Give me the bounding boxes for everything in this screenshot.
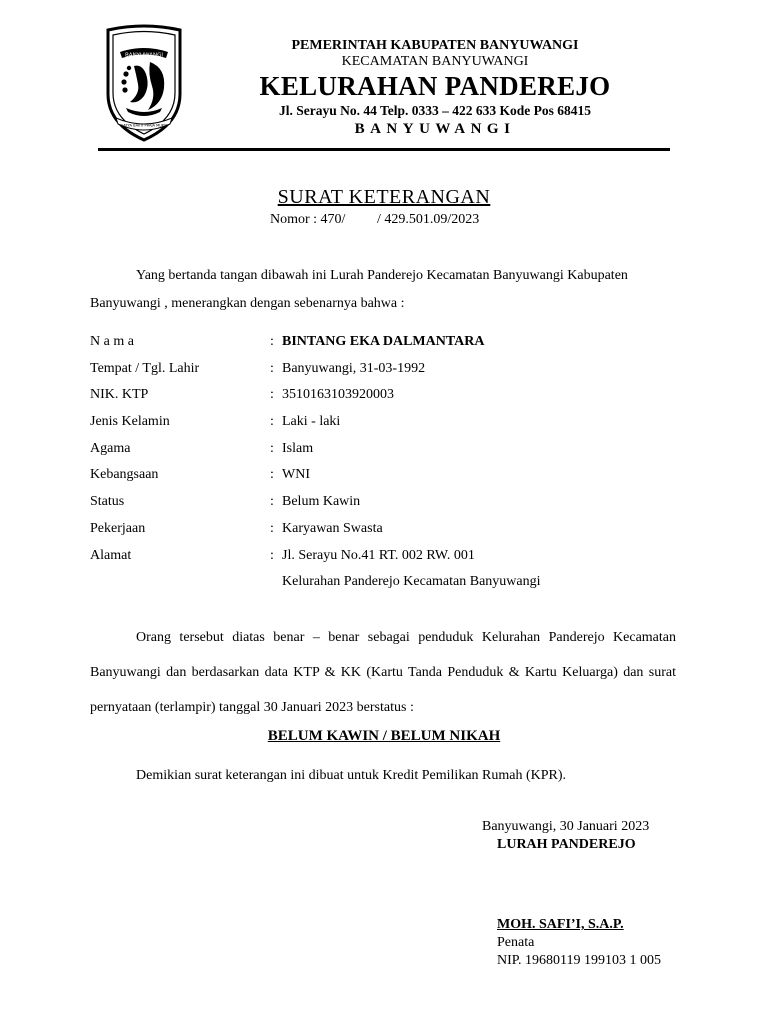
field-value: 3510163103920003	[282, 387, 394, 403]
place-date: Banyuwangi, 30 Januari 2023	[482, 819, 650, 834]
field-value: BINTANG EKA DALMANTARA	[282, 334, 485, 349]
field-label: Pekerjaan	[90, 520, 146, 536]
field-label: Agama	[90, 440, 131, 456]
field-colon: :	[270, 467, 274, 483]
field-label: Tempat / Tgl. Lahir	[90, 360, 200, 376]
field-colon: :	[270, 360, 274, 376]
government-name: PEMERINTAH KABUPATEN BANYUWANGI	[291, 38, 579, 53]
closing-paragraph: Demikian surat keterangan ini dibuat untuk Kredit Pemilikan Rumah (KPR).	[136, 768, 567, 783]
svg-text:SATYA BAKTI PRAJA MUKTI: SATYA BAKTI PRAJA MUKTI	[120, 123, 168, 128]
title-heading: SURAT KETERANGAN	[277, 186, 491, 208]
field-row	[90, 361, 682, 388]
signature-block	[482, 818, 649, 854]
field-value: Kelurahan Panderejo Kecamatan Banyuwangi	[282, 574, 541, 590]
city-name: BANYUWANGI	[354, 121, 516, 137]
field-colon: :	[270, 387, 274, 403]
field-row	[90, 467, 682, 494]
field-colon: :	[270, 520, 274, 536]
signer-name: MOH. SAFI’I, S.A.P.	[497, 917, 624, 932]
field-label: Status	[90, 494, 125, 510]
field-label: Kebangsaan	[90, 467, 159, 483]
letterhead	[200, 38, 670, 138]
field-colon: :	[270, 494, 274, 510]
office-address: Jl. Serayu No. 44 Telp. 0333 – 422 633 Kode Pos 68415	[278, 103, 592, 118]
field-row	[90, 494, 682, 521]
signer-details	[497, 916, 661, 970]
field-colon: :	[270, 414, 274, 430]
field-value: Islam	[282, 440, 314, 456]
field-value: Jl. Serayu No.41 RT. 002 RW. 001	[282, 547, 475, 563]
svg-text:BANYUWANGI: BANYUWANGI	[125, 52, 163, 59]
letter-number: Nomor : 470/ / 429.501.09/2023	[270, 212, 480, 227]
signer-office: LURAH PANDEREJO	[497, 837, 636, 852]
field-colon: :	[270, 440, 274, 456]
field-value: Belum Kawin	[282, 494, 361, 510]
field-row	[90, 414, 682, 441]
field-value: Karyawan Swasta	[282, 520, 383, 536]
field-row	[90, 521, 682, 548]
intro-paragraph: Yang bertanda tangan dibawah ini Lurah Panderejo Kecamatan Banyuwangi Kabupaten Banyuwangi , menerangkan dengan sebenarnya bahwa :	[90, 268, 628, 311]
field-label: N a m a	[90, 334, 134, 349]
identity-table	[90, 334, 682, 601]
field-row	[90, 334, 682, 361]
field-value: Banyuwangi, 31-03-1992	[282, 360, 426, 376]
office-name: KELURAHAN PANDEREJO	[259, 71, 611, 101]
field-label: Alamat	[90, 547, 132, 563]
document-title	[0, 186, 768, 209]
statement-paragraph: Orang tersebut diatas benar – benar sebagai penduduk Kelurahan Panderejo Kecamatan Banyuwangi dan berdasarkan data KTP & KK (Kartu Tanda Penduduk & Kartu Keluarga) dan surat pernyataan (terlampir) tanggal 30 Januari 2023 berstatus :	[90, 630, 676, 715]
signer-rank: Penata	[497, 935, 535, 950]
field-row	[90, 574, 682, 601]
field-label	[90, 574, 270, 601]
field-value: Laki - laki	[282, 414, 341, 430]
field-row	[90, 548, 682, 575]
kabupaten-banyuwangi-emblem	[104, 24, 184, 142]
field-colon: :	[270, 334, 274, 349]
header-divider	[98, 148, 670, 151]
marital-status-heading: BELUM KAWIN / BELUM NIKAH	[267, 728, 501, 744]
field-row	[90, 387, 682, 414]
field-value: WNI	[282, 467, 310, 483]
signer-nip: NIP. 19680119 199103 1 005	[497, 953, 661, 968]
field-row	[90, 441, 682, 468]
field-label: Jenis Kelamin	[90, 414, 170, 430]
field-colon	[270, 574, 282, 601]
field-colon: :	[270, 547, 274, 563]
field-label: NIK. KTP	[90, 387, 149, 403]
district-name: KECAMATAN BANYUWANGI	[341, 54, 529, 69]
